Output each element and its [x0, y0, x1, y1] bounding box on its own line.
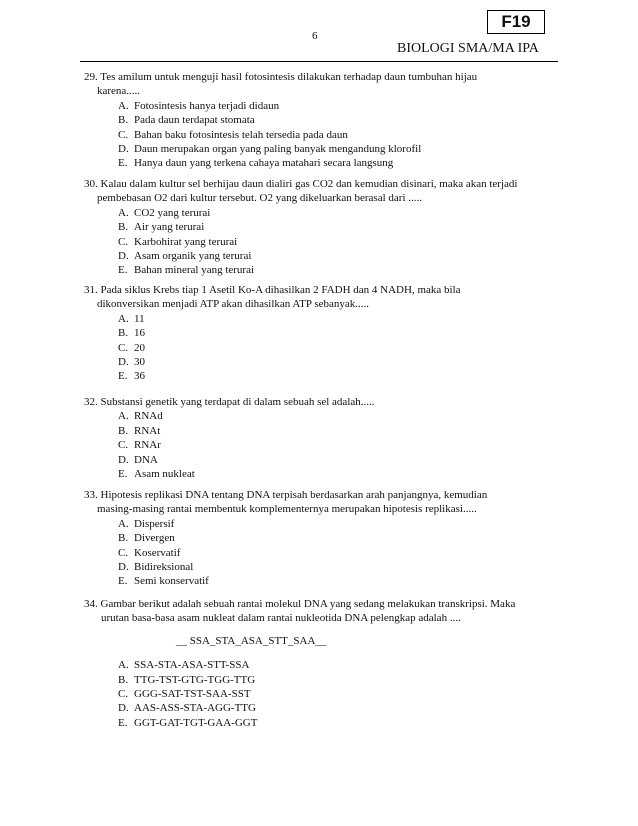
option-letter: D. — [118, 702, 129, 715]
question-30 — [84, 177, 554, 278]
option-text: Divergen — [134, 532, 175, 545]
option-text: Fotosintesis hanya terjadi didaun — [134, 99, 280, 112]
answer-option-e — [84, 156, 554, 170]
answer-option-e — [84, 467, 554, 481]
answer-option-c — [84, 546, 554, 560]
answer-option-a — [84, 517, 554, 531]
answer-option-a — [84, 99, 554, 113]
option-text: RNAt — [134, 424, 161, 437]
option-text: GGG-SAT-TST-SAA-SST — [134, 688, 251, 701]
question-32 — [84, 395, 554, 481]
option-text: DNA — [134, 453, 158, 466]
answer-option-d — [84, 355, 554, 369]
option-text: RNAr — [134, 439, 161, 452]
option-text: AAS-ASS-STA-AGG-TTG — [134, 702, 256, 715]
dna-sequence: __ SSA_STA_ASA_STT_SAA__ — [176, 634, 327, 647]
question-text-line: karena..... — [97, 85, 141, 98]
option-letter: B. — [118, 532, 129, 545]
option-letter: A. — [118, 206, 129, 219]
answer-options — [84, 658, 554, 730]
question-33 — [84, 488, 554, 589]
document-code-box: F19 — [487, 10, 545, 34]
question-text-line: 29. Tes amilum untuk menguji hasil fotosintesis dilakukan terhadap daun tumbuhan hijau — [84, 71, 478, 83]
option-letter: E. — [118, 575, 128, 588]
option-text: Air yang terurai — [134, 221, 205, 234]
option-letter: D. — [118, 250, 129, 263]
answer-options — [84, 409, 554, 481]
option-text: Asam organik yang terurai — [134, 250, 252, 263]
option-text: Bahan mineral yang terurai — [134, 264, 255, 277]
option-letter: C. — [118, 439, 129, 452]
option-letter: C. — [118, 546, 129, 559]
option-text: Bahan baku fotosintesis telah tersedia pada daun — [134, 128, 348, 141]
question-29 — [84, 70, 554, 171]
answer-option-a — [84, 658, 554, 672]
answer-option-e — [84, 716, 554, 730]
answer-option-a — [84, 409, 554, 423]
question-text-line: dikonversikan menjadi ATP akan dihasilkan ATP sebanyak..... — [97, 298, 370, 311]
subject-title: BIOLOGI SMA/MA IPA — [397, 41, 539, 56]
answer-option-b — [84, 220, 554, 234]
answer-options — [84, 517, 554, 589]
page-number: 6 — [312, 30, 318, 42]
option-letter: C. — [118, 341, 129, 354]
question-text-line: pembebasan O2 dari kultur tersebut. O2 yang dikeluarkan berasal dari ..... — [97, 192, 423, 205]
answer-option-a — [84, 206, 554, 220]
option-letter: B. — [118, 673, 129, 686]
option-letter: E. — [118, 716, 128, 729]
option-letter: B. — [118, 114, 129, 127]
option-text: Daun merupakan organ yang paling banyak mengandung klorofil — [134, 143, 422, 156]
option-letter: C. — [118, 688, 129, 701]
option-letter: E. — [118, 157, 128, 170]
option-letter: E. — [118, 468, 128, 481]
answer-option-e — [84, 263, 554, 277]
option-letter: A. — [118, 659, 129, 672]
question-31 — [84, 283, 554, 384]
answer-option-c — [84, 341, 554, 355]
option-letter: E. — [118, 264, 128, 277]
question-text-line: masing-masing rantai membentuk komplementernya merupakan hipotesis replikasi..... — [97, 503, 477, 516]
answer-option-b — [84, 531, 554, 545]
answer-option-d — [84, 142, 554, 156]
option-text: CO2 yang terurai — [134, 206, 211, 219]
option-letter: C. — [118, 128, 129, 141]
answer-option-c — [84, 128, 554, 142]
option-letter: D. — [118, 561, 129, 574]
option-letter: B. — [118, 221, 129, 234]
question-34 — [84, 597, 554, 730]
option-letter: D. — [118, 143, 129, 156]
question-text-line: 30. Kalau dalam kultur sel berhijau daun dialiri gas CO2 dan kemudian disinari, maka akan terjadi — [84, 178, 518, 190]
option-text: Pada daun terdapat stomata — [134, 114, 255, 127]
header-divider — [80, 61, 558, 62]
option-text: 11 — [134, 312, 145, 325]
option-letter: E. — [118, 370, 128, 383]
option-text: Hanya daun yang terkena cahaya matahari secara langsung — [134, 157, 394, 170]
answer-options — [84, 99, 554, 171]
answer-options — [84, 206, 554, 278]
option-letter: A. — [118, 312, 129, 325]
answer-option-b — [84, 113, 554, 127]
option-letter: A. — [118, 410, 129, 423]
answer-option-c — [84, 438, 554, 452]
option-text: 20 — [134, 341, 145, 354]
question-text-line: 31. Pada siklus Krebs tiap 1 Asetil Ko-A dihasilkan 2 FADH dan 4 NADH, maka bila — [84, 284, 461, 296]
option-text: SSA-STA-ASA-STT-SSA — [134, 659, 250, 672]
answer-option-e — [84, 369, 554, 383]
answer-option-c — [84, 687, 554, 701]
option-letter: B. — [118, 327, 129, 340]
answer-option-d — [84, 701, 554, 715]
option-text: RNAd — [134, 410, 163, 423]
question-text-line: 34. Gambar berikut adalah sebuah rantai molekul DNA yang sedang melakukan transkripsi. Maka — [84, 598, 516, 610]
answer-option-b — [84, 424, 554, 438]
question-text-line: 33. Hipotesis replikasi DNA tentang DNA terpisah berdasarkan arah panjangnya, kemudian — [84, 489, 488, 501]
option-text: GGT-GAT-TGT-GAA-GGT — [134, 716, 258, 729]
answer-option-a — [84, 312, 554, 326]
option-text: 30 — [134, 356, 145, 369]
answer-option-c — [84, 235, 554, 249]
answer-option-d — [84, 453, 554, 467]
option-text: Dispersif — [134, 517, 175, 530]
option-letter: D. — [118, 356, 129, 369]
option-text: Karbohirat yang terurai — [134, 235, 238, 248]
answer-option-d — [84, 560, 554, 574]
option-text: 16 — [134, 327, 145, 340]
answer-option-b — [84, 673, 554, 687]
option-letter: D. — [118, 453, 129, 466]
option-letter: A. — [118, 517, 129, 530]
question-text-line: 32. Substansi genetik yang terdapat di dalam sebuah sel adalah..... — [84, 396, 375, 408]
option-letter: A. — [118, 99, 129, 112]
option-text: Semi konservatif — [134, 575, 209, 588]
answer-options — [84, 312, 554, 384]
option-text: TTG-TST-GTG-TGG-TTG — [134, 673, 256, 686]
option-text: Asam nukleat — [134, 468, 195, 481]
answer-option-e — [84, 574, 554, 588]
option-text: Koservatif — [134, 546, 181, 559]
option-text: 36 — [134, 370, 145, 383]
option-letter: B. — [118, 424, 129, 437]
answer-option-d — [84, 249, 554, 263]
answer-option-b — [84, 326, 554, 340]
question-text-line: urutan basa-basa asam nukleat dalam rantai nukleotida DNA pelengkap adalah .... — [101, 612, 461, 625]
option-text: Bidireksional — [134, 561, 194, 574]
option-letter: C. — [118, 235, 129, 248]
